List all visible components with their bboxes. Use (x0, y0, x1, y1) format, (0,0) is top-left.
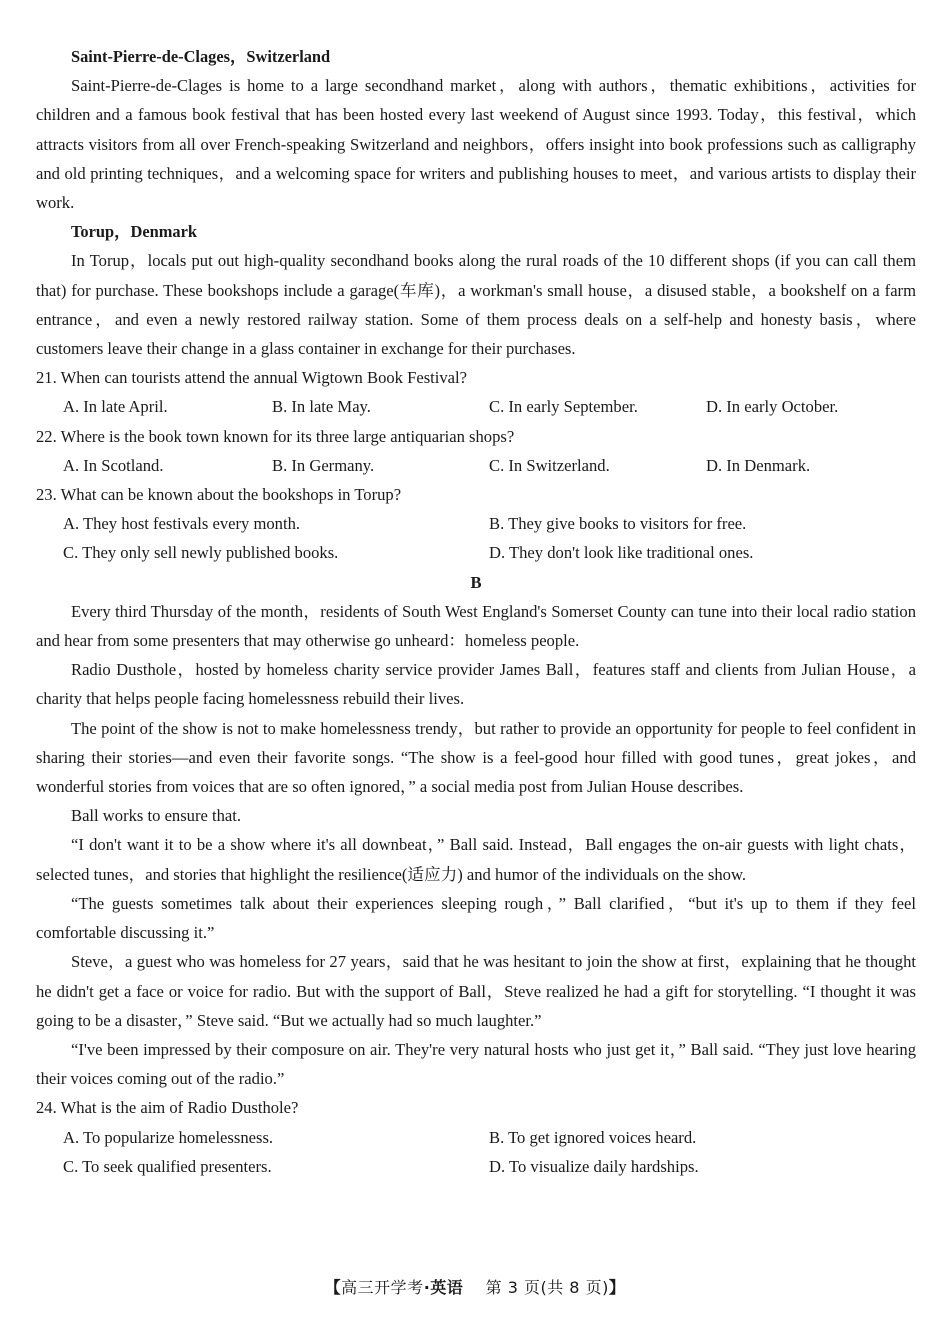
option-a[interactable]: A. In Scotland. (63, 455, 164, 475)
footer-dot: · (423, 1278, 431, 1297)
passage-paragraph: Ball works to ensure that. (71, 806, 242, 826)
question-23 (36, 480, 916, 568)
question-text: What can be known about the bookshops in Torup? (60, 485, 402, 505)
question-stem (36, 480, 916, 509)
passage-paragraph: Radio Dusthole，hosted by homeless charity service provider James Ball，features staff and clients from Julian House，a charity that helps people facing homelessness rebuild their lives. (36, 660, 916, 709)
section-heading: Saint-Pierre-de-Clages，Switzerland (71, 47, 331, 66)
question-stem (36, 422, 916, 451)
question-text: Where is the book town known for its three large antiquarian shops? (60, 426, 515, 446)
passage-label: B (470, 572, 482, 592)
passage-paragraph: Steve，a guest who was homeless for 27 years，said that he was hesitant to join the show at first，explaining that he thought he didn't get a face or voice for radio. But with the support of Ball，Steve realized he had a gift for storytelling. “I thought it was going to be a disaster，” Steve said. “But we actually had so much laughter.” (36, 952, 916, 1030)
page-footer (0, 1275, 950, 1298)
option-b[interactable]: B. To get ignored voices heard. (489, 1127, 697, 1147)
section-torup (36, 217, 916, 363)
footer-page-info: 第 3 页(共 8 页) (485, 1278, 609, 1297)
option-list (36, 1123, 916, 1181)
option-b[interactable]: B. They give books to visitors for free. (489, 514, 747, 534)
option-c[interactable]: C. In early September. (489, 397, 638, 417)
question-21 (36, 363, 916, 421)
footer-subject: 英语 (430, 1278, 464, 1297)
question-text: When can tourists attend the annual Wigtown Book Festival? (60, 368, 468, 388)
question-number: 22. (36, 426, 57, 446)
option-d[interactable]: D. In Denmark. (706, 455, 811, 475)
question-stem (36, 1093, 916, 1122)
option-b[interactable]: B. In Germany. (272, 455, 375, 475)
passage-paragraph: “I've been impressed by their composure on air. They're very natural hosts who just get it，” Ball said. “They just love hearing their voices coming out of the radio.” (36, 1039, 916, 1089)
section-paragraph: Saint-Pierre-de-Clages is home to a large secondhand market，along with authors，thematic exhibitions，activities for children and a famous book festival that has been hosted every last weekend of August since 1993. Today，this festival，which attracts visitors from all over French-speaking Switzerland and neighbors，offers insight into book professions such as calligraphy and old printing techniques，and a welcoming space for writers and publishing houses to meet，and various artists to display their work. (36, 76, 916, 213)
question-number: 23. (36, 485, 57, 505)
footer-open-bracket: 【 (324, 1278, 342, 1297)
option-c[interactable]: C. In Switzerland. (489, 455, 610, 475)
option-d[interactable]: D. In early October. (706, 397, 839, 417)
question-22 (36, 422, 916, 480)
section-heading: Torup，Denmark (71, 222, 197, 242)
option-d[interactable]: D. They don't look like traditional ones. (489, 543, 754, 563)
option-list (36, 509, 916, 567)
exam-page (36, 42, 916, 1181)
footer-close-bracket: 】 (608, 1278, 626, 1297)
option-list (36, 392, 916, 421)
passage-b (36, 568, 916, 1094)
passage-paragraph: Every third Thursday of the month，residents of South West England's Somerset County can tune into their local radio station and hear from some presenters that may otherwise go unheard：homeless people. (36, 601, 916, 651)
option-a[interactable]: A. In late April. (63, 397, 168, 417)
section-paragraph: In Torup，locals put out high-quality secondhand books along the rural roads of the 10 different shops (if you can call them that) for purchase. These bookshops include a garage(车库)，a workman's small house，a disused stable，a bookshelf on a farm entrance，and even a newly restored railway station. Some of them process deals on a self-help and honesty basis，where customers leave their change in a glass container in exchange for their purchases. (36, 251, 916, 359)
option-c[interactable]: C. They only sell newly published books. (63, 543, 339, 563)
option-c[interactable]: C. To seek qualified presenters. (63, 1156, 272, 1176)
option-list (36, 451, 916, 480)
question-24 (36, 1093, 916, 1181)
option-a[interactable]: A. To popularize homelessness. (63, 1127, 274, 1147)
passage-paragraph: The point of the show is not to make homelessness trendy，but rather to provide an opportunity for people to feel confident in sharing their stories—and even their favorite songs. “The show is a feel-good hour filled with good tunes，great jokes，and wonderful stories from voices that are so often ignored，” a social media post from Julian House describes. (36, 718, 916, 797)
option-d[interactable]: D. To visualize daily hardships. (489, 1156, 699, 1176)
option-a[interactable]: A. They host festivals every month. (63, 514, 301, 534)
question-number: 24. (36, 1098, 57, 1118)
section-saint-pierre (36, 42, 916, 217)
question-stem (36, 363, 916, 392)
passage-paragraph: “The guests sometimes talk about their experiences sleeping rough，” Ball clarified，“but it's up to them if they feel comfortable discussing it.” (36, 893, 916, 943)
footer-exam-name: 高三开学考 (341, 1278, 424, 1297)
question-text: What is the aim of Radio Dusthole? (60, 1098, 299, 1118)
passage-paragraph: “I don't want it to be a show where it's all downbeat，” Ball said. Instead，Ball engages the on-air guests with light chats，selected tunes，and stories that highlight the resilience(适应力) and humor of the individuals on the show. (36, 835, 916, 884)
option-b[interactable]: B. In late May. (272, 397, 371, 417)
question-number: 21. (36, 368, 57, 388)
